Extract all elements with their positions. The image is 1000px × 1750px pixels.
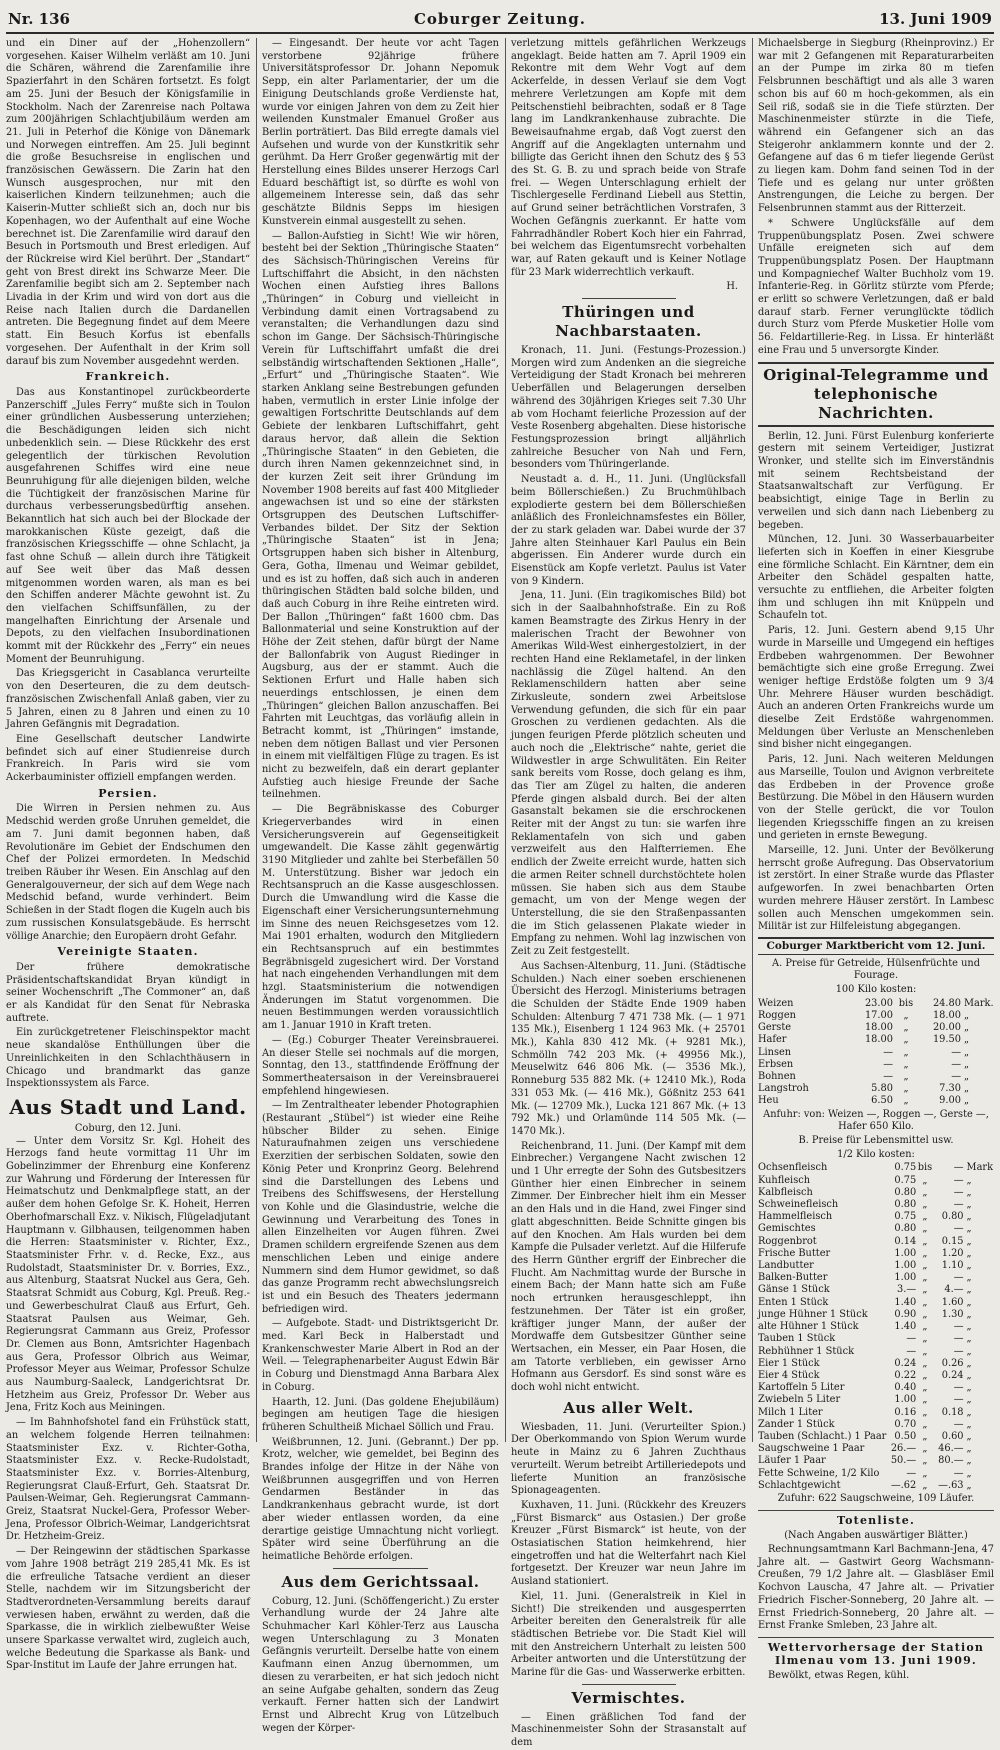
market-cell-unit: „ xyxy=(966,1333,972,1345)
newspaper-title: Coburger Zeitung. xyxy=(413,10,587,28)
market-cell-mid: „ xyxy=(922,1260,928,1272)
author-signature: H. xyxy=(726,281,738,293)
market-cell-mid: „ xyxy=(922,1406,928,1418)
market-row xyxy=(758,1059,994,1071)
market-cell-unit: „ xyxy=(966,1321,972,1333)
market-cell-unit: „ xyxy=(966,1296,972,1308)
market-cell-mid: „ xyxy=(922,1247,928,1259)
market-cell-mid: „ xyxy=(922,1211,928,1223)
market-cell-v2: 24.80 xyxy=(932,997,961,1009)
market-cell-mid: „ xyxy=(922,1467,928,1479)
market-cell-mid: „ xyxy=(922,1357,928,1369)
market-cell-item: Fette Schweine, 1/2 Kilo xyxy=(758,1467,880,1479)
section-heading-telegramme: Original-Telegramme und telephonische Nachrichten. xyxy=(758,362,994,427)
article-paragraph: Neustadt a. d. H., 11. Juni. (Unglücksfall beim Böllerschießen.) Zu Bruchmühlbach explodierte gestern bei dem Böllerschießen anläßlich des Fronleichnamsfestes ein Böller, der zu stark geladen war. Dabei wurde der 37 Jahre alten Steinhauer Karl Paulus ein Bein abgerissen. Ein Anderer wurde durch ein Eisenstück am Kopfe verletzt. Paulus ist Vater von 9 Kindern. xyxy=(511,474,746,587)
section-heading-aus-aller-welt: Aus aller Welt. xyxy=(563,1398,694,1417)
market-cell-v2: — xyxy=(953,1162,964,1174)
market-cell-unit: „ xyxy=(966,1382,972,1394)
market-cell-item: Balken-Butter xyxy=(758,1272,828,1284)
market-cell-v1: 0.75 xyxy=(894,1211,917,1223)
market-row xyxy=(758,1083,994,1095)
market-cell-unit: „ xyxy=(966,1467,972,1479)
market-cell-unit: „ xyxy=(966,1406,972,1418)
market-row xyxy=(758,1236,994,1248)
market-cell-v1: 0.22 xyxy=(894,1369,917,1381)
market-cell-unit: Mark xyxy=(966,1162,994,1174)
market-cell-mid: bis xyxy=(917,1162,933,1174)
article-paragraph: und ein Diner auf der „Hohenzollern“ vorgesehen. Kaiser Wilhelm verläßt am 10. Juni die Schären, während die Zarenfamilie ihre Spazierfahrt in den Schären fortsetzt. Es folgt am 25. Juni der Besuch der Königsfamilie in Stockholm. Nach der Zarenreise nach Poltawa zum 200jährigen Schlachtjubiläum werden am 21. Juli in Peterhof die Könige von Dänemark und Norwegen eintreffen. Am 25. Juli beginnt die große Besuchsreise in englischen und französischen Gewässern. Die Zarin hat den Wunsch ausgesprochen, nur mit den kaiserlichen Kindern teilzunehmen; auch die Kaiserin-Mutter schließt sich an, doch nur bis Kopenhagen, wo der Aufenthalt auf eine Woche berechnet ist. Die Zarenfamilie wird darauf den Besuch in Portsmouth und Brest erledigen. Auf der Rückreise wird Kiel berührt. Der „Standart“ geht von Brest direkt ins Schwarze Meer. Die Zarenfamilie begibt sich am 2. September nach Livadia in der Krim und wird von dort aus die Reise nach Italien durch die Dardanellen antreten. Die Begegnung findet auf dem Meere statt. Ein Besuch Korfus ist ebenfalls vorgesehen. Der Aufenthalt in der Krim soll darauf bis zum November ausgedehnt werden. xyxy=(6,38,250,367)
market-cell-v2: — xyxy=(953,1345,964,1357)
column-rule xyxy=(752,38,753,1442)
market-cell-mid: „ xyxy=(903,1022,909,1034)
market-row xyxy=(758,1419,994,1431)
market-cell-item: Rebhühner 1 Stück xyxy=(758,1345,855,1357)
market-cell-item: Bohnen xyxy=(758,1071,796,1083)
market-cell-v2: 80.— xyxy=(938,1455,964,1467)
article-paragraph: Berlin, 12. Juni. Fürst Eulenburg konferierte gestern mit seinem Verteidiger, Justizrat Wronker, und stellte sich im Einverständnis mit seinem Rechtsbeistand der Staatsanwaltschaft zur Verfügung. Er beabsichtigt, einige Tage in Berlin zu verweilen und sich dann nach Liebenberg zu begeben. xyxy=(758,430,994,531)
article-paragraph: Kiel, 11. Juni. (Generalstreik in Kiel in Sicht!) Die streikenden und ausgesperrten Arbeiter bereiten den Generalstreik für alle städtischen Betriebe vor. Die Stadt Kiel will mit den Anstreichern Unterhalt zu leisten 500 Arbeiter antworten und die Unterstützung der Marine für die Gas- und Wasserwerke erbitten. xyxy=(511,1590,746,1679)
market-cell-item: Langstroh xyxy=(758,1083,809,1095)
market-cell-unit: „ xyxy=(966,1443,972,1455)
market-table-b xyxy=(758,1162,994,1491)
market-cell-mid: „ xyxy=(903,1010,909,1022)
market-row xyxy=(758,1199,994,1211)
totenliste-note: (Nach Angaben auswärtiger Blätter.) xyxy=(784,1530,968,1542)
market-cell-v1: 1.00 xyxy=(894,1272,917,1284)
market-cell-item: Hammelfleisch xyxy=(758,1211,833,1223)
market-cell-v2: 1.20 xyxy=(941,1247,964,1259)
market-cell-v1: 0.14 xyxy=(894,1235,917,1247)
market-cell-item: junge Hühner 1 Stück xyxy=(758,1308,868,1320)
market-row xyxy=(758,1162,994,1174)
market-cell-item: Gänse 1 Stück xyxy=(758,1284,830,1296)
market-cell-mid: „ xyxy=(922,1321,928,1333)
market-cell-unit: „ xyxy=(966,1345,972,1357)
market-cell-unit: „ xyxy=(966,1223,972,1235)
market-cell-v1: — xyxy=(906,1467,917,1479)
market-cell-v2: — xyxy=(953,1333,964,1345)
article-paragraph: — Die Begräbniskasse des Coburger Kriegerverbandes wird in einen Versicherungsverein auf Gegenseitigkeit umgewandelt. Die Kasse zählt gegenwärtig 3190 Mitglieder und zahlte bei Sterbefällen 50 M. Unterstützung. Bisher war jedoch ein Rechtsanspruch an die Kasse ausgeschlossen. Durch die Umwandlung wird die Kasse die Eigenschaft einer Versicherungsunternehmung im Sinne des neuen Reichsgesetzes vom 12. Mai 1901 erhalten, wodurch den Mitgliedern ein Rechtsanspruch auf ein bestimmtes Begräbnisgeld zugesichert wird. Der Vorstand hat nach eingehenden Verhandlungen mit dem hzgl. Staatsministerium die notwendigen Änderungen im Statut vorgenommen. Die neuen Bestimmungen werden voraussichtlich am 1. Januar 1910 in Kraft treten. xyxy=(262,804,499,1032)
article-paragraph: — Im Bahnhofshotel fand ein Frühstück statt, an welchem folgende Herren teilnahmen: Staatsminister Exz. v. Richter-Gotha, Staatsminister Exz. v. Recke-Rudolstadt, Staatsminister Exz. v. Borries-Altenburg, Regierungsrat Clauß-Erfurt, Geh. Staatsrat Dr. Paulsen-Weimar, Geh. Regierungsrat Cammann-Greiz, Staatsrat Nuckel-Gera, Professor Weber-Jena, Professor Olbrich-Weimar, Landgerichtsrat Dr. Hetzheim-Greiz. xyxy=(6,1417,250,1543)
market-cell-mid: „ xyxy=(922,1223,928,1235)
market-cell-unit: „ xyxy=(966,1418,972,1430)
market-cell-unit: „ xyxy=(966,1357,972,1369)
market-supply-b: Zufuhr: 622 Saugschweine, 109 Läufer. xyxy=(777,1492,975,1504)
article-paragraph: Wiesbaden, 11. Juni. (Verurteilter Spion.) Der Oberkommando von Spion Werum wurde heute in Mainz zu 6 Jahren Zuchthaus verurteilt. Werum betreibt Artilleriedepots und lieferte Munition an französische Spionageagenten. xyxy=(511,1421,746,1497)
market-cell-v1: 18.00 xyxy=(864,1022,893,1034)
market-cell-mid: „ xyxy=(922,1174,928,1186)
market-cell-mid: „ xyxy=(922,1345,928,1357)
market-row xyxy=(758,1071,994,1083)
market-row xyxy=(758,1309,994,1321)
market-row xyxy=(758,1175,994,1187)
market-row xyxy=(758,1297,994,1309)
article-paragraph: — Aufgebote. Stadt- und Distriktsgericht Dr. med. Karl Beck in Halberstadt und Krankenschwester Marie Albert in Rod an der Weil. — Telegraphenarbeiter August Edwin Bär in Coburg und Dienstmagd Anna Barbara Alex in Coburg. xyxy=(262,1318,499,1393)
market-cell-mid: „ xyxy=(922,1382,928,1394)
market-cell-v2: 0.60 xyxy=(941,1430,964,1442)
market-cell-mid: „ xyxy=(922,1296,928,1308)
market-cell-mid: „ xyxy=(903,1046,909,1058)
market-row xyxy=(758,1248,994,1260)
article-paragraph: Rechnungsamtmann Karl Bachmann-Jena, 47 Jahre alt. — Gastwirt Georg Wachsmann-Creußen, 79 1/2 Jahre alt. — Glasbläser Emil Kochvon Lauscha, 47 Jahre alt. — Privatier Friedrich Fischer-Sonneberg, 20 Jahre alt. — Ernst Friedrich-Sonneberg, 20 Jahre alt. — Ernst Franke Smleben, 23 Jahre alt. xyxy=(758,1544,994,1632)
article-paragraph: — (Eg.) Coburger Theater Vereinsbrauerei. An dieser Stelle sei nochmals auf die morgen, Sonntag, den 13., stattfindende Eröffnung der Sommertheatersaison in der Vereinsbrauerei empfehlend hingewiesen. xyxy=(262,1034,499,1097)
market-cell-v1: 26.— xyxy=(890,1443,917,1455)
market-cell-item: Landbutter xyxy=(758,1260,814,1272)
market-cell-item: Ochsenfleisch xyxy=(758,1162,828,1174)
article-paragraph: Michaelsberge in Siegburg (Rheinprovinz.) Er war mit 2 Gefangenen mit Reparaturarbeiten an der Pumpe im zirka 80 m tiefen Felsbrunnen beschäftigt und als alle 3 waren schon bis auf 60 m hoch-gekommen, als ein Seil riß, sodaß sie in die Tiefe stürzten. Der Maschinenmeister stürzte in die Tiefe, während ein Gefangener sich an das Steigerohr anklammern konnte und der 2. Gefangene auf das 6 m tiefer liegende Gerüst zu liegen kam. Dohm fand seinen Tod in der Tiefe und es gelang nur unter größten Anstrengungen, die Leiche zu bergen. Der Felsenbrunnen stammt aus der Ritterzeit. xyxy=(758,38,994,215)
market-cell-v2: 4.— xyxy=(944,1284,964,1296)
section-heading-gerichtssaal: Aus dem Gerichtssaal. xyxy=(281,1572,480,1591)
column-rule xyxy=(505,38,506,1442)
market-cell-mid: „ xyxy=(922,1418,928,1430)
market-cell-unit: „ xyxy=(966,1284,972,1296)
market-cell-v2: — xyxy=(953,1223,964,1235)
article-paragraph: Das aus Konstantinopel zurückbeorderte Panzerschiff „Jules Ferry“ mußte sich in Toulon einer gründlichen Ausbesserung unterziehen; die Beschädigungen leiden sich nicht unbedenklich sein. — Diese Rückkehr des erst gelegentlich der türkischen Revolution ausgefahrenen Schiffes wird eine neue Beunruhigung für alle diejenigen bilden, welche die Tüchtigkeit der französischen Marine für durchaus verbesserungsbedürftig ansehen. Bekanntlich hat sich auch bei der Blockade der marokkanischen Küste gezeigt, daß die französischen Kriegsschiffe — ohne Schlacht, ja fast ohne Schuß — allein durch ihre Tätigkeit auf See weit über das Maß dessen mitgenommen worden waren, als man es bei den Schiffen anderer Mächte gewohnt ist. Zu den vielfachen Schiffsunfällen, zu der mangelhaften Einrichtung der Arsenale und Depots, zu den vielfachen Insubordinationen kommt mit der Rückkehr des „Ferry“ ein neues Moment der Beunruhigung. xyxy=(6,386,250,665)
market-row xyxy=(758,1010,994,1022)
market-cell-unit: „ xyxy=(966,1235,972,1247)
article-paragraph: Reichenbrand, 11. Juni. (Der Kampf mit dem Einbrecher.) Vergangene Nacht zwischen 12 und 1 Uhr erregte der Sohn des Gutsbesitzers Günther hier einen Einbrecher in seinem Zimmer. Der Einbrecher hielt ihm ein Messer an den Hals und in die Hand, zwei Finger sind glatt abgeschnitten. Beide Schnitte gingen bis auf den Knochen. Am Hals wurden bei dem Kampfe die Pulsader verletzt. Auf die Hilferufe des Herrn Günther ergriff der Einbrecher die Flucht. Am Nachmittag wurde der Bursche in einem Bach; der Mann hatte sich am Fuße noch ertrunken herausgeschleppt, ihn festzunehmen. Der Täter ist ein großer, kräftiger junger Mann, der außer der Mordwaffe dem Gutsbesitzer Günther seine Wertsachen, ein Messer, ein Paar Hosen, die am Tatorte verblieben, ein gewisser Arno Hofmann aus Gersdorf. Es sind sonst wäre es doch wohl nicht entwicht. xyxy=(511,1140,746,1394)
dateline: Coburg, den 12. Juni. xyxy=(74,1122,182,1134)
article-paragraph: Die Wirren in Persien nehmen zu. Aus Medschid werden große Unruhen gemeldet, die am 7. Juni damit begonnen haben, daß Revolutionäre im Gebiet der Endschumen den Chef der Polizei ermordeten. In Medschid treiben Räuber ihr Wesen. Ein Anschlag auf den Generalgouverneur, der sich auf dem Wege nach Medschid befand, wurde verhindert. Beim Schießen in der Stadt flogen die Kugeln auch bis zum russischen Konsulatsgebäude. Es herrscht völlige Anarchie; den Europäern droht Gefahr. xyxy=(6,803,250,942)
market-cell-v1: — xyxy=(883,1058,893,1070)
market-row xyxy=(758,1284,994,1296)
market-cell-v2: —.63 xyxy=(938,1479,964,1491)
market-cell-mid: „ xyxy=(922,1443,928,1455)
section-heading-frankreich: Frankreich. xyxy=(85,370,171,384)
market-cell-unit: „ xyxy=(966,1430,972,1442)
market-section-b: B. Preise für Lebensmittel usw. xyxy=(798,1135,954,1147)
market-cell-item: Eier 4 Stück xyxy=(758,1369,820,1381)
market-cell-mid: „ xyxy=(922,1455,928,1467)
column-rule xyxy=(256,38,257,1442)
market-cell-item: Enten 1 Stück xyxy=(758,1296,829,1308)
article-paragraph: Kuxhaven, 11. Juni. (Rückkehr des Kreuzers „Fürst Bismarck“ aus Ostasien.) Der große Kreuzer „Fürst Bismarck“ ist heute, von der Ostasiatischen Station heimkehrend, hier eingetroffen und hat die Welterfahrt nach Kiel fortgesetzt. Der Kreuzer war neun Jahre im Ausland stationiert. xyxy=(511,1499,746,1588)
market-row xyxy=(758,1407,994,1419)
divider xyxy=(582,298,676,299)
market-cell-mid: „ xyxy=(922,1284,928,1296)
market-cell-mid: „ xyxy=(903,1034,909,1046)
market-cell-v1: 0.75 xyxy=(894,1162,917,1174)
market-cell-mid: „ xyxy=(922,1235,928,1247)
market-row xyxy=(758,1480,994,1492)
market-cell-mid: „ xyxy=(922,1199,928,1211)
market-cell-v1: 18.00 xyxy=(864,1034,893,1046)
market-cell-mid: „ xyxy=(903,1058,909,1070)
market-cell-mid: „ xyxy=(922,1369,928,1381)
market-cell-item: Erbsen xyxy=(758,1058,794,1070)
market-cell-v1: 0.80 xyxy=(894,1223,917,1235)
market-cell-v1: 0.50 xyxy=(894,1430,917,1442)
market-table-a xyxy=(758,998,994,1108)
article-paragraph: — Eingesandt. Der heute vor acht Tagen verstorbene 92jährige frühere Universitätsprofessor Dr. Johann Nepomuk Sepp, ein alter Parlamentarier, der um die Einigung Deutschlands große Verdienste hat, wurde vor einigen Jahren von dem zu Zeit hier weilenden Kunstmaler Emanuel Großer aus Berlin porträtiert. Das Bild erregte damals viel Aufsehen und wurde von der Kunstkritik sehr gerühmt. Da Herr Großer gegenwärtig mit der Herstellung eines Bildes unserer Herzogs Carl Eduard beschäftigt ist, so dürfte es wohl von allgemeinem Interesse sein, daß das sehr geschätzte Bildnis Sepps im hiesigen Kunstverein einmal ausgestellt zu sehen. xyxy=(262,38,499,227)
market-row xyxy=(758,1260,994,1272)
market-row xyxy=(758,1095,994,1107)
market-cell-v1: 1.40 xyxy=(894,1296,917,1308)
section-heading-wetter: Wettervorhersage der Station Ilmenau vom 13. Juni 1909. xyxy=(767,1640,985,1667)
market-cell-item: Heu xyxy=(758,1095,779,1107)
market-cell-unit: „ xyxy=(964,1022,970,1034)
market-row xyxy=(758,1272,994,1284)
article-paragraph: — Der Reingewinn der städtischen Sparkasse vom Jahre 1908 beträgt 219 285,41 Mk. Es ist die erfreuliche Tatsache verdient an dieser Stelle, nachdem wir im Sitzungsbericht der Stadtverordneten-Versammlung bereits darauf verwiesen haben, erwähnt zu werden, daß die Sparkasse, die in wirklich zielbewußter Weise unsere Sparkasse verwaltet wird, zugleich auch, welche Bedeutung die Sparkasse als Bank- und Spar-Institut im Laufe der Jahre errungen hat. xyxy=(6,1546,250,1672)
market-cell-v1: 0.16 xyxy=(894,1406,917,1418)
market-cell-v1: 1.00 xyxy=(894,1260,917,1272)
market-cell-unit: „ xyxy=(964,1010,970,1022)
article-paragraph: Coburg, 12. Juni. (Schöffengericht.) Zu erster Verhandlung wurde der 24 Jahre alte Schuhmacher Karl Köhler-Terz aus Lauscha wegen Unterschlagung zu 3 Monaten Gefängnis verurteilt. Derselbe hatte von einem Kaufmann einen Anzug übernommen, um diesen zu verarbeiten, er hat sich jedoch nicht an seine Aufgabe gehalten, sondern das Zeug verkauft. Ferner hatten sich der Landwirt Ernst und Albrecht Krug von Lützelbuch wegen der Körper- xyxy=(262,1595,499,1734)
article-paragraph: Der frühere demokratische Präsidentschaftskandidat Bryan kündigt in seiner Wochenschrift „The Commoner“ an, daß er als Kandidat für den Senat für Nebraska auftrete. xyxy=(6,961,250,1024)
market-cell-unit: Mark. xyxy=(964,997,994,1009)
market-cell-unit: „ xyxy=(964,1046,970,1058)
market-supply-a: Anfuhr: von: Weizen —, Roggen —, Gerste —, Hafer 650 Kilo. xyxy=(763,1108,989,1133)
article-paragraph: — Ballon-Aufstieg in Sicht! Wie wir hören, besteht bei der Sektion „Thüringische Staaten“ des Sächsisch-Thüringischen Vereins für Luftschiffahrt die Absicht, in den nächsten Wochen einen Aufstieg ihres Ballons „Thüringen“ in Coburg und vielleicht in Verbindung damit einen Vortragsabend zu veranstalten; die Verhandlungen dazu sind schon im Gange. Der Sächsisch-Thüringische Verein für Luftschiffahrt umfaßt die drei selbständig wirtschaftenden Sektionen „Halle“, „Erfurt“ und „Thüringische Staaten“. Wie starken Anklang seine Bestrebungen gefunden haben, vermutlich in erster Linie infolge der gewaltigen Fortschritte Deutschlands auf dem Gebiete der lenkbaren Luftschiffahrt, geht daraus hervor, daß allein die Sektion „Thüringische Staaten“ in den Gebieten, die durch ihren Namen gekennzeichnet sind, in der kurzen Zeit seit ihrer Gründung im November 1908 bereits auf fast 400 Mitglieder angewachsen ist und so eine der stärksten Ortsgruppen des Deutschen Luftschiffer-Verbandes bildet. Der Sitz der Sektion „Thüringische Staaten“ ist in Jena; Ortsgruppen haben sich bisher in Altenburg, Gera, Gotha, Ilmenau und Weimar gebildet, und es ist zu hoffen, daß sich auch in anderen thüringischen Städten bald solche bilden, und daß auch Coburg in ihre Reihe eintreten wird. Der Ballon „Thüringen“ faßt 1600 cbm. Das Ballonmaterial und seine Konstruktion auf der Höhe der Zeit stehen, dafür bürgt der Name der Ballonfabrik von August Riedinger in Augsburg, aus der er stammt. Auch die Sektionen Erfurt und Halle haben sich neuerdings entschlossen, je einen dem „Thüringen“ gleichen Ballon anzuschaffen. Bei Fahrten mit Leuchtgas, das vorläufig allein in Betracht kommt, ist „Thüringen“ imstande, neben dem nötigen Ballast und vier Personen in einem mit vielfältigen Flüge zu tragen. Es ist nicht zu bezweifeln, daß ein derart geplanter Aufstieg auch hiesige Freunde der Sache teilnehmen. xyxy=(262,230,499,801)
market-cell-v2: — xyxy=(953,1174,964,1186)
market-cell-item: Roggen xyxy=(758,1010,796,1022)
market-cell-mid: „ xyxy=(922,1394,928,1406)
market-cell-v2: — xyxy=(953,1467,964,1479)
market-row xyxy=(758,1382,994,1394)
market-cell-v1: — xyxy=(906,1333,917,1345)
market-cell-item: Kartoffeln 5 Liter xyxy=(758,1382,845,1394)
issue-number: Nr. 136 xyxy=(8,10,70,28)
article-paragraph: Marseille, 12. Juni. Unter der Bevölkerung herrscht große Aufregung. Das Observatorium ist zerstört. In einer Straße wurde das Pflaster aufgeworfen. In zwei benachbarten Orten wurden mehrere Häuser zerstört. In Lambesc sollen auch Menschen umgekommen sein. Militär ist zur Hilfeleistung abgegangen. xyxy=(758,845,994,933)
market-cell-item: Läufer 1 Paar xyxy=(758,1455,826,1467)
market-row xyxy=(758,1187,994,1199)
market-unit-a: 100 Kilo kosten: xyxy=(835,984,917,996)
market-cell-unit: „ xyxy=(966,1247,972,1259)
market-cell-v1: 1.00 xyxy=(894,1247,917,1259)
market-cell-v2: 1.60 xyxy=(941,1296,964,1308)
article-paragraph: Eine Gesellschaft deutscher Landwirte befindet sich auf einer Studienreise durch Frankreich. In Paris wird sie vom Ackerbauminister offiziell empfangen werden. xyxy=(6,733,250,784)
market-row xyxy=(758,1047,994,1059)
market-cell-v1: 5.80 xyxy=(871,1083,893,1095)
article-paragraph: Paris, 12. Juni. Gestern abend 9,15 Uhr wurde in Marseille und Umgegend ein heftiges Erdbeben wahrgenommen. Der Bewohner bemächtigte sich eine große Erregung. Zwei weniger heftige Erdstöße folgten um 9 3/4 Uhr. Mehrere Häuser wurden beschädigt. Auch an anderen Orten Frankreichs wurde um dieselbe Zeit Erdstöße wahrgenommen. Meldungen über Verluste an Menschenleben sind bisher nicht eingegangen. xyxy=(758,625,994,751)
market-cell-unit: „ xyxy=(964,1071,970,1083)
article-paragraph: Paris, 12. Juni. Nach weiteren Meldungen aus Marseille, Toulon und Avignon verbreitete das Erdbeben in der Provence große Bestürzung. Die Möbel in den Häusern wurden von der Stelle gerückt, die vor Toulon liegenden Kriegsschiffe fingen an zu kreisen und gerieten in ernste Bewegung. xyxy=(758,754,994,842)
column-2 xyxy=(262,38,499,1734)
market-cell-mid: „ xyxy=(922,1479,928,1491)
market-cell-v1: 6.50 xyxy=(871,1095,893,1107)
market-cell-v1: 23.00 xyxy=(864,997,893,1009)
market-cell-unit: „ xyxy=(966,1308,972,1320)
market-cell-mid: „ xyxy=(903,1083,909,1095)
market-cell-v1: 0.90 xyxy=(894,1308,917,1320)
article-paragraph: — Unter dem Vorsitz Sr. Kgl. Hoheit des Herzogs fand heute vormittag 11 Uhr im Gobelinzimmer der Ehrenburg eine Konferenz zur Wahrung und Förderung der Interessen für Heimatschutz und Denkmalpflege statt, an der außer dem hohen Gefolge Sr. K. Hoheit, Herren Oberhofmarschall Exz. v. Nikisch, Flügeladjutant Hauptmann v. Gilbhausen, teilgenommen haben die Herren: Staatsminister v. Richter, Exz., Staatsminister Frhr. v. d. Recke, Exz., aus Rudolstadt, Staatsminister Dr. v. Borries, Exz., aus Altenburg, Staatsrat Nuckel aus Gera, Geh. Staatsrat Schmidt aus Coburg, Kgl. Preuß. Reg.- und Gewerbeschulrat Clauß aus Erfurt, Geh. Staatsrat Paulsen aus Weimar, Geh. Regierungsrat Cammann aus Greiz, Professor Dr. Clemen aus Bonn, Amtsrichter Hagenbach aus Gera, Professor Olbrich aus Weimar, Professor Meyer aus Weimar, Professor Schulze aus Naumburg-Saaleck, Landgerichtsrat Dr. Hetzheim aus Greiz, Professor Dr. Weber aus Jena, Fritz Koch aus Meiningen. xyxy=(6,1135,250,1414)
market-cell-unit: „ xyxy=(966,1394,972,1406)
market-cell-item: Hafer xyxy=(758,1034,787,1046)
market-cell-mid: „ xyxy=(922,1186,928,1198)
article-paragraph: München, 12. Juni. 30 Wasserbauarbeiter lieferten sich in Koeffen in einer Kiesgrube eine förmliche Schlacht. Ein Kärntner, dem ein Arbeiter den Schädel gespalten hatte, versuchte zu entfliehen, die Arbeiter folgten ihm und schlugen ihn mit Knüppeln und Schaufeln tot. xyxy=(758,534,994,622)
market-cell-unit: „ xyxy=(964,1095,970,1107)
market-row xyxy=(758,1468,994,1480)
market-cell-v2: 20.00 xyxy=(932,1022,961,1034)
market-cell-mid: „ xyxy=(922,1333,928,1345)
market-cell-v1: 0.80 xyxy=(894,1199,917,1211)
market-cell-v2: — xyxy=(953,1199,964,1211)
market-cell-item: alte Hühner 1 Stück xyxy=(758,1321,859,1333)
market-cell-v1: 1.00 xyxy=(894,1394,917,1406)
market-cell-unit: „ xyxy=(964,1034,970,1046)
article-paragraph: Das Kriegsgericht in Casablanca verurteilte von den Deserteuren, die zu dem deutsch-französischen Zwischenfall Anlaß gaben, vier zu 5 Jahren, einen zu 8 Jahren und einen zu 10 Jahren Gefängnis mit Degradation. xyxy=(6,668,250,731)
market-cell-unit: „ xyxy=(966,1199,972,1211)
section-heading-vermischtes: Vermischtes. xyxy=(571,1688,686,1707)
market-row xyxy=(758,998,994,1010)
market-row xyxy=(758,1443,994,1455)
market-cell-v1: — xyxy=(906,1345,917,1357)
article-paragraph: — Einen gräßlichen Tod fand der Maschinenmeister Sohn der Strasanstalt auf dem xyxy=(511,1711,746,1749)
market-cell-v2: 46.— xyxy=(938,1443,964,1455)
market-cell-v2: — xyxy=(953,1382,964,1394)
section-heading-vereinigte-staaten: Vereinigte Staaten. xyxy=(57,945,199,959)
market-cell-item: Zander 1 Stück xyxy=(758,1418,835,1430)
market-cell-unit: „ xyxy=(966,1369,972,1381)
issue-date: 13. Juni 1909 xyxy=(879,10,992,28)
article-paragraph: verletzung mittels gefährlichen Werkzeugs angeklagt. Beide hatten am 7. April 1909 ein Rekontre mit dem Wehr Vogt auf dem Ackerfelde, in dessen Verlauf sie dem Vogt mehrere Verletzungen am Kopfe mit dem Peitschenstiehl beibrachten, sodaß er 8 Tage lang im Landkrankenhause zubrachte. Die Beweisaufnahme ergab, daß Vogt zuerst den Angriff auf die Angeklagten unternahm und billigte das Gericht ihnen den Schutz des § 53 des St. G. B. zu und sprach beide von Strafe frei. — Wegen Unterschlagung erhielt der Tischlergeselle Ferdinand Liebell aus Stettin, auf Grund seiner beträchtlichen Vorstrafen, 3 Wochen Gefängnis zuerkannt. Er hatte vom Fahrradhändler Robert Koch hier ein Fahrrad, bei welchem das Eigentumsrecht vorbehalten war, auf Raten gekauft und is Keiner Notlage für 23 Mark widerrechtlich verkauft. xyxy=(511,38,746,278)
market-cell-unit: „ xyxy=(966,1455,972,1467)
section-heading-totenliste: Totenliste. xyxy=(837,1513,915,1527)
market-cell-v2: 0.80 xyxy=(941,1211,964,1223)
market-cell-unit: „ xyxy=(966,1479,972,1491)
market-cell-v2: — xyxy=(951,1046,961,1058)
market-row xyxy=(758,1346,994,1358)
market-cell-v1: 0.70 xyxy=(894,1418,917,1430)
market-cell-v2: 0.15 xyxy=(941,1235,964,1247)
market-cell-item: Eier 1 Stück xyxy=(758,1357,820,1369)
market-cell-v2: — xyxy=(951,1071,961,1083)
article-paragraph: Ein zurückgetretener Fleischinspektor macht neue skandalöse Enthüllungen über die Unreinlichkeiten in den Schlachthäusern in Chicago und brandmarkt das ganze Inspektionssystem als Farce. xyxy=(6,1027,250,1090)
market-cell-v1: 1.40 xyxy=(894,1321,917,1333)
market-cell-v2: 18.00 xyxy=(932,1010,961,1022)
market-cell-item: Frische Butter xyxy=(758,1247,831,1259)
market-cell-v1: —.62 xyxy=(890,1479,917,1491)
market-cell-mid: „ xyxy=(903,1071,909,1083)
market-cell-v2: 0.26 xyxy=(941,1357,964,1369)
market-cell-v1: 50.— xyxy=(890,1455,917,1467)
market-row xyxy=(758,1394,994,1406)
market-cell-v2: 19.50 xyxy=(932,1034,961,1046)
market-cell-v2: 0.24 xyxy=(941,1369,964,1381)
market-cell-mid: „ xyxy=(903,1095,909,1107)
market-row xyxy=(758,1333,994,1345)
market-cell-item: Weizen xyxy=(758,997,794,1009)
market-cell-v2: 9.00 xyxy=(939,1095,961,1107)
market-cell-item: Tauben 1 Stück xyxy=(758,1333,836,1345)
column-1 xyxy=(6,38,250,1672)
market-cell-v2: 0.18 xyxy=(941,1406,964,1418)
market-cell-item: Roggenbrot xyxy=(758,1235,817,1247)
divider xyxy=(758,1510,994,1511)
market-cell-mid: „ xyxy=(922,1308,928,1320)
masthead xyxy=(6,8,994,34)
market-section-a: A. Preise für Getreide, Hülsenfrüchte und Fourage. xyxy=(772,957,980,982)
market-cell-item: Zwiebeln 5 Liter xyxy=(758,1394,841,1406)
market-cell-v2: — xyxy=(953,1321,964,1333)
market-cell-item: Gerste xyxy=(758,1022,792,1034)
column-3 xyxy=(511,38,746,1749)
market-cell-v2: — xyxy=(953,1272,964,1284)
market-cell-mid: „ xyxy=(922,1430,928,1442)
market-row xyxy=(758,1321,994,1333)
market-report-title: Coburger Marktbericht vom 12. Juni. xyxy=(758,937,994,955)
market-cell-v1: — xyxy=(883,1046,893,1058)
article-paragraph: Jena, 11. Juni. (Ein tragikomisches Bild) bot sich in der Saalbahnhofstraße. Ein zu Roß kamen Beamstragte des Zirkus Henry in der malerischen Tracht der Bewohner von Amerikas Wild-West einhergestolziert, in der rechten Hand eine Reklametafel, in der linken nachlässig die Zügel haltend. An den Reklamenschildern hatten aber seine Zirkusleute, sondern zwei Arbeitslose Verwendung gefunden, die sich für ein paar Groschen zu verdienen gedachten. Als die jungen feurigen Pferde plötzlich scheuten und auch noch die „Elektrische“ nahte, geriet die Wildwestler in arge Schwulitäten. Ein Reiter sank bereits vom Rosse, doch gelang es ihm, das Tier am Zügel zu halten, die anderen Pferde gingen alsbald durch. Bei der alten Gasanstalt bekamen sie die erschrockenen Reiter mit der Angst zu tun: sie warfen ihre Reklamentafeln von sich und gaben verzweifelt aus den Halfterriemen. Ehe endlich der Zweite erreicht wurde, hatten sich die armen Reiter schnell durchstöchtete holen müssen. Sie haben sich aus dem Staube gemacht, um von der Menge wegen der Unterstellung, die sie den Straßenpassanten die im Stich gelassenen Plakate wieder in Empfang zu nehmen. Wohl lag inzwischen von Zeit zu Zeit festgestellt. xyxy=(511,590,746,958)
market-row xyxy=(758,1431,994,1443)
article-paragraph: — Im Zentraltheater lebender Photographien (Restaurant „Stübel“) ist wieder eine Reihe hübscher Bilder zu sehen. Einige Naturaufnahmen zeigen uns verschiedene Exerzitien der serbischen Soldaten, sowie den König Peter und Kronprinz Georg. Belehrend sind die Darstellungen des Lebens und Treibens des Schiffswesens, der Herstellung von Kohle und die Glasindustrie, welche die Gewinnung und Verarbeitung des Tones in allen Einzelheiten vor Augen führen. Zwei Dramen schildern ergreifende Szenen aus dem menschlichen Leben und einige andere Nummern sind dem Humor gewidmet, so daß das ganze Programm recht abwechslungsreich ist und ein Besuch des Theaters jedermann befriedigen wird. xyxy=(262,1100,499,1315)
section-heading-persien: Persien. xyxy=(98,786,158,800)
market-row xyxy=(758,1022,994,1034)
market-cell-unit: „ xyxy=(966,1260,972,1272)
market-cell-v1: 17.00 xyxy=(864,1010,893,1022)
divider xyxy=(758,1637,994,1638)
market-cell-item: Kuhfleisch xyxy=(758,1174,811,1186)
market-cell-unit: „ xyxy=(966,1211,972,1223)
market-row xyxy=(758,1034,994,1046)
market-cell-unit: „ xyxy=(966,1174,972,1186)
column-4 xyxy=(758,38,994,1682)
market-cell-v1: 0.80 xyxy=(894,1186,917,1198)
market-cell-unit: „ xyxy=(966,1186,972,1198)
market-cell-item: Kalbfleisch xyxy=(758,1186,813,1198)
market-cell-v2: — xyxy=(951,1058,961,1070)
market-cell-mid: „ xyxy=(922,1272,928,1284)
market-cell-v2: 1.10 xyxy=(941,1260,964,1272)
market-cell-v2: — xyxy=(953,1186,964,1198)
market-row xyxy=(758,1211,994,1223)
market-cell-v1: 0.75 xyxy=(894,1174,917,1186)
market-cell-unit: „ xyxy=(964,1058,970,1070)
section-heading-thueringen: Thüringen und Nachbarstaaten. xyxy=(555,303,702,341)
market-cell-item: Milch 1 Liter xyxy=(758,1406,823,1418)
divider xyxy=(333,1568,428,1569)
market-row xyxy=(758,1223,994,1235)
market-cell-item: Saugschweine 1 Paar xyxy=(758,1443,865,1455)
market-cell-v2: — xyxy=(953,1394,964,1406)
market-cell-v1: 0.24 xyxy=(894,1357,917,1369)
market-cell-item: Schweinefleisch xyxy=(758,1199,839,1211)
market-cell-item: Tauben (Schlacht.) 1 Paar xyxy=(758,1430,887,1442)
market-cell-v1: 3.— xyxy=(897,1284,917,1296)
article-paragraph: * Schwere Unglücksfälle auf dem Truppenübungsplatz Posen. Zwei schwere Unfälle ereigneten sich auf dem Truppenübungsplatz Posen. Der Hauptmann und Kompagniechef Walter Buchholz vom 19. Infanterie-Reg. in Görlitz stürzte vom Pferde; er erlitt so schwere Verletzungen, daß er bald darauf starb. Ferner verunglückte tödlich durch Sturz vom Pferde Musketier Holle vom 56. Feldartillerie-Reg. in Lissa. Er hinterläßt eine Frau und 5 unversorgte Kinder. xyxy=(758,217,994,356)
market-cell-mid: bis xyxy=(898,997,914,1009)
divider xyxy=(582,1684,676,1685)
market-cell-unit: „ xyxy=(966,1272,972,1284)
market-cell-v2: 7.30 xyxy=(939,1083,961,1095)
section-heading-stadt-und-land: Aus Stadt und Land. xyxy=(9,1094,247,1119)
market-unit-b: 1/2 Kilo kosten: xyxy=(837,1148,915,1160)
weather-forecast: Bewölkt, etwas Regen, kühl. xyxy=(768,1670,910,1682)
article-paragraph: Kronach, 11. Juni. (Festungs-Prozession.) Morgen wird zum Andenken an die siegreiche Verteidigung der Stadt Kronach bei mehreren Ueberfällen und Belagerungen derselben während des 30jährigen Krieges seit 7.30 Uhr ab vom Hochamt feierliche Prozession auf der Veste Rosenberg abgehalten. Diese historische Festungsprozession bringt alljährlich zahlreiche Besucher von Nah und Fern, besonders vom Thüringerlande. xyxy=(511,345,746,471)
market-cell-v2: 1.30 xyxy=(941,1308,964,1320)
market-cell-item: Gemischtes xyxy=(758,1223,816,1235)
market-row xyxy=(758,1455,994,1467)
market-cell-v2: — xyxy=(953,1418,964,1430)
market-row xyxy=(758,1358,994,1370)
market-cell-v1: 0.40 xyxy=(894,1382,917,1394)
market-cell-unit: „ xyxy=(964,1083,970,1095)
market-cell-item: Linsen xyxy=(758,1046,792,1058)
article-paragraph: Weißbrunnen, 12. Juni. (Gebrannt.) Der pp. Krotz, welcher, wie gemeldet, bei Beginn des Brandes infolge der Hitze in der Nähe von Weißbrunnen ausgegriffen und von Herren Gendarmen Beständer in das Landkrankenhaus gebracht wurde, ist dort aber wieder entlassen worden, da eine derartige geistige Umnachtung nicht vorliegt. Später wird seine Überführung an die heimatliche Behörde erfolgen. xyxy=(262,1436,499,1562)
article-paragraph: Aus Sachsen-Altenburg, 11. Juni. (Städtische Schulden.) Nach einer soeben erschienenen Übersicht des Herzogl. Ministeriums betragen die Schulden der Städte Ende 1909 haben Schulden: Altenburg 7 471 738 Mk. (— 1 971 135 Mk.), Eisenberg 1 124 963 Mk. (+ 25701 Mk.), Kahla 830 412 Mk. (+ 9281 Mk.), Schmölln 742 203 Mk. (+ 49956 Mk.), Meuselwitz 646 806 Mk. (— 3536 Mk.), Ronneburg 535 882 Mk. (+ 12410 Mk.), Roda 331 053 Mk. (— 416 Mk.), Gößnitz 253 641 Mk. (— 12709 Mk.), Lucka 121 867 Mk. (+ 13 792 Mk.) und Orlamünde 114 505 Mk. (— 1470 Mk.). xyxy=(511,960,746,1137)
market-cell-v1: — xyxy=(883,1071,893,1083)
market-cell-item: Schlachtgewicht xyxy=(758,1479,841,1491)
article-paragraph: Haarth, 12. Juni. (Das goldene Ehejubiläum) begingen am heutigen Tage die hiesigen früheren Schultheiß Michael Söllich und Frau. xyxy=(262,1396,499,1433)
market-row xyxy=(758,1370,994,1382)
